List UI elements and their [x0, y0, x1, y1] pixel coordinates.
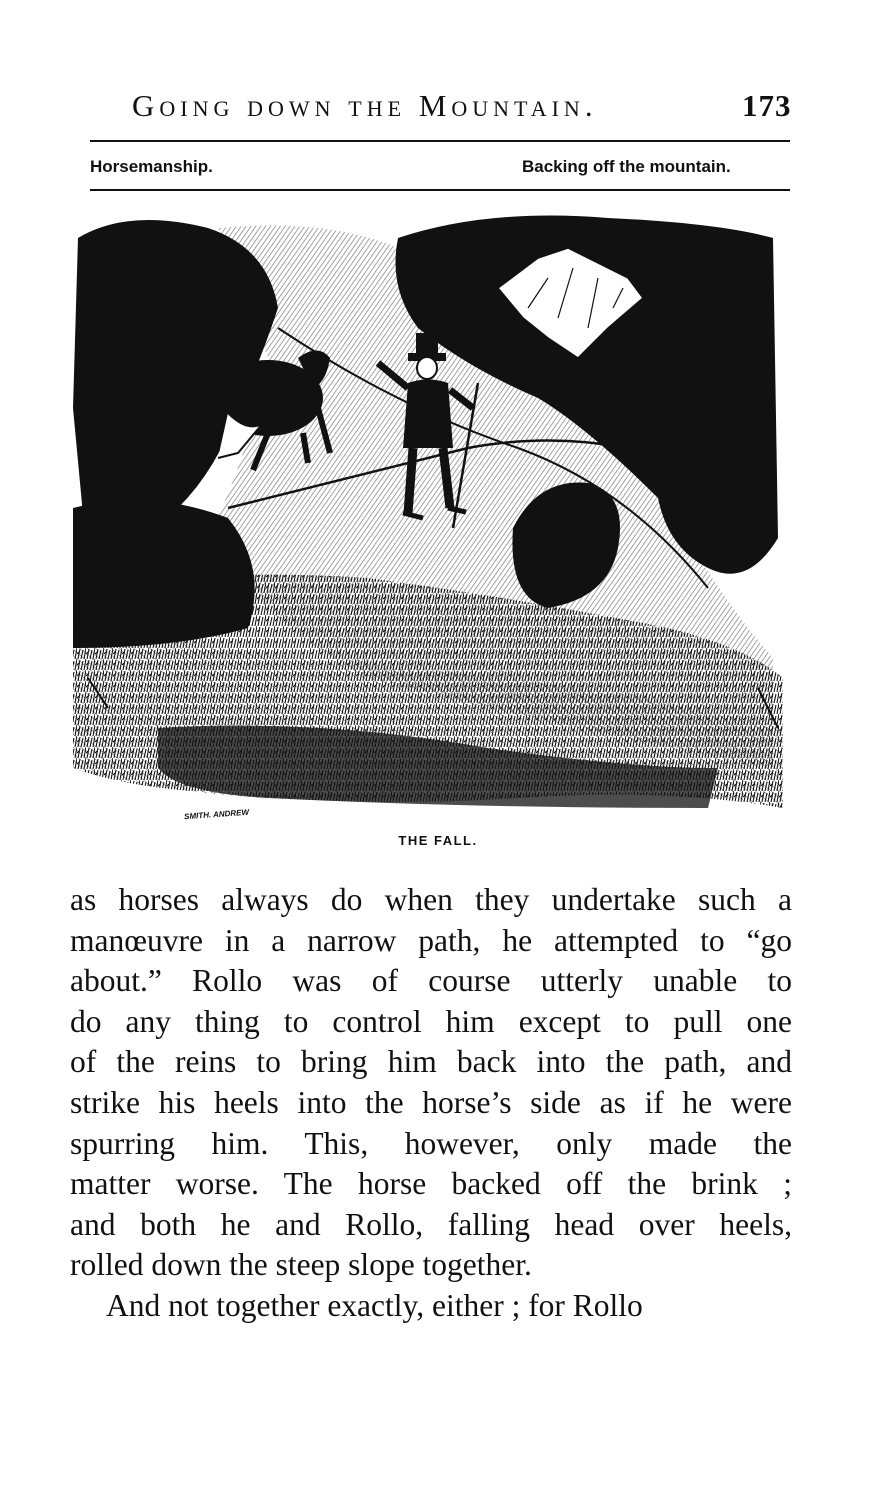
- text-line: of the reins to bring him back into the path, and: [70, 1044, 792, 1080]
- text-line: spurring him. This, however, only made the: [70, 1125, 792, 1161]
- side-note-right: Backing off the mountain.: [522, 157, 731, 176]
- page-number: 173: [742, 88, 792, 123]
- body-text: [70, 880, 792, 1327]
- text-line: matter worse. The horse backed off the brink ;: [70, 1166, 792, 1202]
- text-line: do any thing to control him except to pull one: [70, 1003, 792, 1039]
- header-rule-bottom: [90, 189, 790, 191]
- text-line: strike his heels into the horse’s side as if he were: [70, 1084, 792, 1120]
- text-line: as horses always do when they undertake such a: [70, 882, 792, 917]
- side-note-left: Horsemanship.: [90, 157, 213, 176]
- engraver-signature: SMITH. ANDREW: [183, 807, 250, 822]
- text-line: rolled down the steep slope together.: [70, 1247, 532, 1283]
- text-line: about.” Rollo was of course utterly unable to: [70, 963, 792, 999]
- illustration-caption: THE FALL.: [398, 833, 478, 848]
- paragraph-start-line: And not together exactly, either ; for Rollo: [106, 1287, 643, 1323]
- header-rule-top: [90, 140, 790, 142]
- text-line: manœuvre in a narrow path, he attempted to “go: [70, 922, 792, 958]
- engraving-the-fall: [68, 208, 788, 833]
- text-line: and both he and Rollo, falling head over heels,: [70, 1206, 792, 1242]
- running-head: Going down the Mountain.: [132, 88, 598, 123]
